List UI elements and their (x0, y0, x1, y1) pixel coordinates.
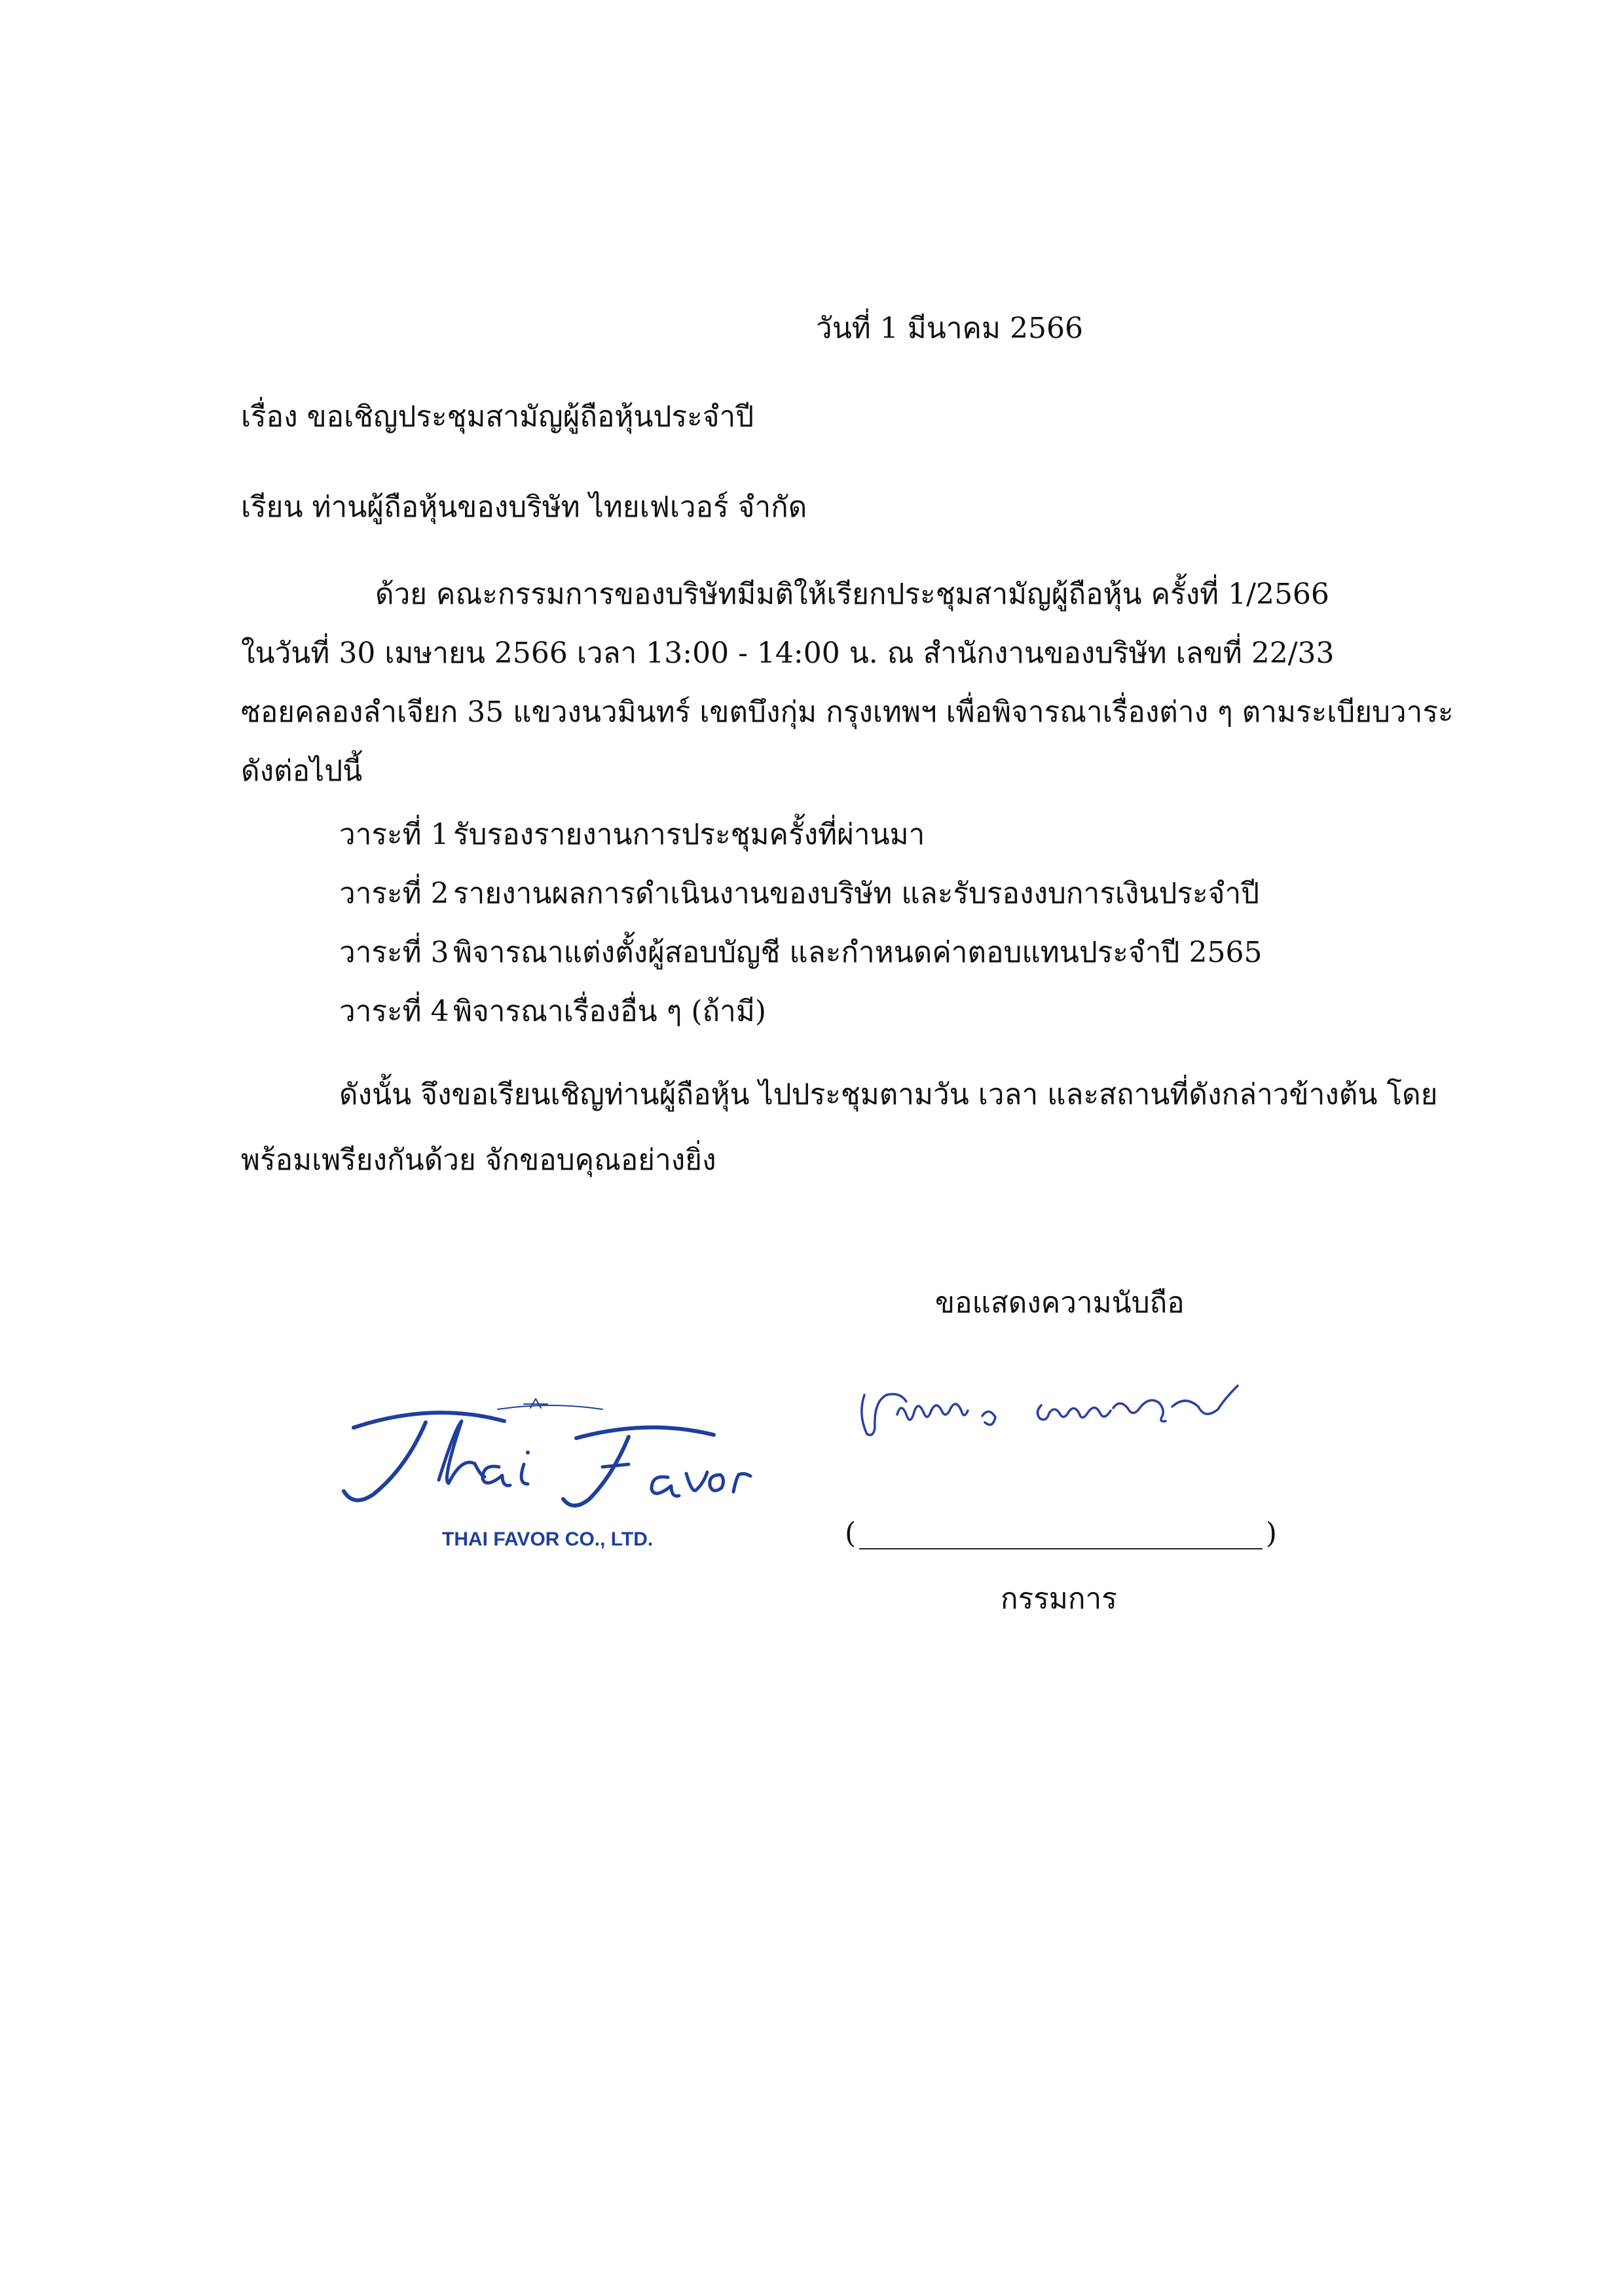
body-paragraph-2 (241, 1075, 1438, 1206)
letter-date: วันที่ 1 มีนาคม 2566 (816, 312, 1083, 345)
paragraph-line: ซอยคลองลำเจียก 35 แขวงนวมินทร์ เขตบึงกุ่ม กรุงเทพฯ เพื่อพิจารณาเรื่องต่าง ๆ ตามระเบียบวาระ (241, 695, 1454, 729)
agenda-item (339, 992, 1262, 1051)
paragraph-line: พร้อมเพรียงกันด้วย จักขอบคุณอย่างยิ่ง (241, 1143, 716, 1177)
open-parenthesis: ( (845, 1517, 857, 1550)
agenda-item (339, 933, 1262, 992)
paragraph-line: ด้วย คณะกรรมการของบริษัทมีมติให้เรียกประชุมสามัญผู้ถือหุ้น ครั้งที่ 1/2566 (375, 578, 1329, 611)
signature-line (859, 1548, 1263, 1549)
closing-phrase: ขอแสดงความนับถือ (935, 1286, 1185, 1320)
agenda-text: พิจารณาเรื่องอื่น ๆ (ถ้ามี) (453, 995, 767, 1028)
paragraph-line: ดังต่อไปนี้ (241, 754, 363, 788)
agenda-number: วาระที่ 3 (339, 936, 449, 969)
company-name-stamp: THAI FAVOR CO., LTD. (442, 1528, 654, 1550)
agenda-item (339, 815, 1262, 874)
letter-recipient: เรียน ท่านผู้ถือหุ้นของบริษัท ไทยเฟเวอร์ จำกัด (241, 491, 807, 524)
signer-name-line (845, 1514, 1277, 1553)
agenda-number: วาระที่ 2 (339, 877, 449, 910)
agenda-text: รับรองรายงานการประชุมครั้งที่ผ่านมา (453, 818, 925, 851)
letter-subject: เรื่อง ขอเชิญประชุมสามัญผู้ถือหุ้นประจำปี (241, 400, 754, 434)
agenda-item (339, 874, 1262, 933)
agenda-text: พิจารณาแต่งตั้งผู้สอบบัญชี และกำหนดค่าตอบแทนประจำปี 2565 (453, 936, 1263, 969)
agenda-list (339, 815, 1262, 1051)
body-paragraph-1 (241, 575, 1454, 811)
agenda-number: วาระที่ 4 (339, 995, 449, 1028)
company-logo-stamp (327, 1382, 786, 1565)
handwritten-signature (851, 1369, 1283, 1473)
agenda-text: รายงานผลการดำเนินงานของบริษัท และรับรองงบการเงินประจำปี (453, 877, 1260, 910)
paragraph-line: ในวันที่ 30 เมษายน 2566 เวลา 13:00 - 14:00 น. ณ สำนักงานของบริษัท เลขที่ 22/33 (241, 637, 1335, 670)
agenda-number: วาระที่ 1 (339, 818, 449, 851)
signer-title: กรรมการ (1001, 1582, 1117, 1616)
paragraph-line: ดังนั้น จึงขอเรียนเชิญท่านผู้ถือหุ้น ไปประชุมตามวัน เวลา และสถานที่ดังกล่าวข้างต้น โดย (339, 1078, 1438, 1111)
close-parenthesis: ) (1265, 1517, 1277, 1550)
